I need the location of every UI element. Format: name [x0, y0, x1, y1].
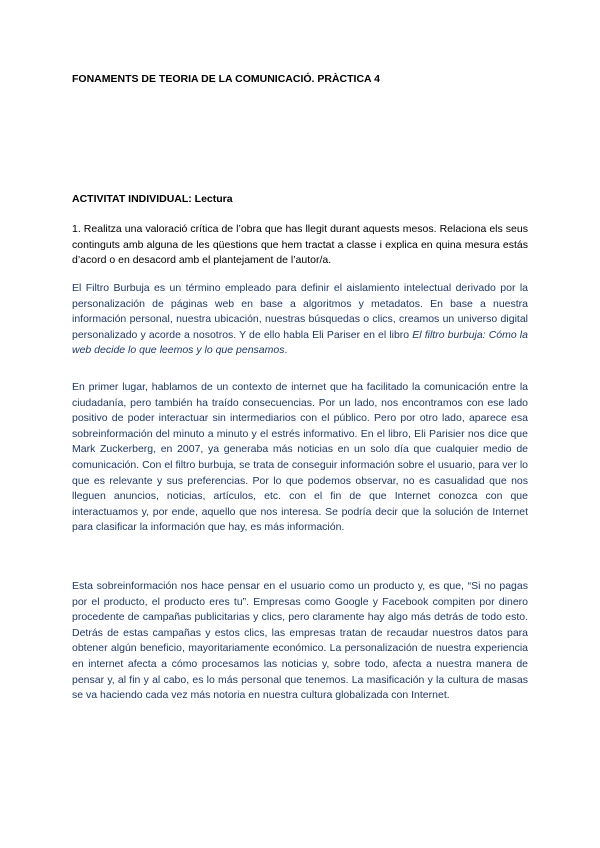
- answer-paragraph-2: En primer lugar, hablamos de un contexto de internet que ha facilitado la comunicación entre la ciudadanía, pero también ha traído consecuencias. Por un lado, nos encontramos con ese lado positivo de poder interactuar sin intermediarios con el público. Pero por otro lado, aparece esa sobreinformación del minuto a minuto y el estrés informativo. En el libro, Eli Parisier nos dice que Mark Zuckerberg, en 2007, ya generaba más noticias en un solo día que cualquier medio de comunicación. Con el filtro burbuja, se trata de conseguir información sobre el usuario, para ver lo que es relevante y sus preferencias. Por lo que podemos observar, no es casualidad que nos lleguen anuncios, noticias, artículos, etc. con el fin de que Internet conozca con que interactuamos y, por ende, aquello que nos interesa. Se podría decir que la solución de Internet para clasificar la información que hay, es más información.: [72, 381, 528, 534]
- answer-paragraph-3: Esta sobreinformación nos hace pensar en el usuario como un producto y, es que, “Si no pagas por el producto, el producto eres tu”. Empresas como Google y Facebook compiten por dinero procedente de campañas publicitarias y clics, pero claramente hay algo más detrás de todo esto. Detrás de estas campañas y estos clics, las empresas tratan de recaudar nuestros datos para obtener algún beneficio, mayoritariamente económico. La personalización de nuestra experiencia en internet afecta a cómo procesamos las noticias y, sobre todo, afecta a nuestra manera de pensar y, al fin y al cabo, es lo más personal que tenemos. La masificación y la cultura de masas se va haciendo cada vez más notoria en nuestra cultura globalizada con Internet.: [72, 580, 528, 702]
- question-text: 1. Realitza una valoració crítica de l’obra que has llegit durant aquests mesos. Relaciona els seus continguts amb alguna de les qüestions que hem tractat a classe i explica en quina mesura estás d’acord o en desacord amb el plantejament de l’autor/a.: [72, 223, 528, 267]
- answer-paragraph-1-text: El Filtro Burbuja es un término empleado para definir el aislamiento intelectual derivado por la personalización de páginas web en base a algoritmos y metadatos. En base a nuestra información personal, nuestra ubicación, nuestras búsquedas o clics, creamos un universo digital personalizado y acorde a nosotros. Y de ello habla Eli Pariser en el libro: [72, 282, 528, 341]
- document-title: FONAMENTS DE TEORIA DE LA COMUNICACIÓ. PRÀCTICA 4: [72, 73, 381, 85]
- answer-paragraph-1-end: .: [284, 344, 288, 357]
- answer-paragraph-1: [72, 281, 528, 359]
- activity-heading: ACTIVITAT INDIVIDUAL: Lectura: [72, 193, 233, 205]
- book-title: El filtro burbuja: Cómo la web decide lo que leemos y lo que pensamos: [72, 328, 528, 357]
